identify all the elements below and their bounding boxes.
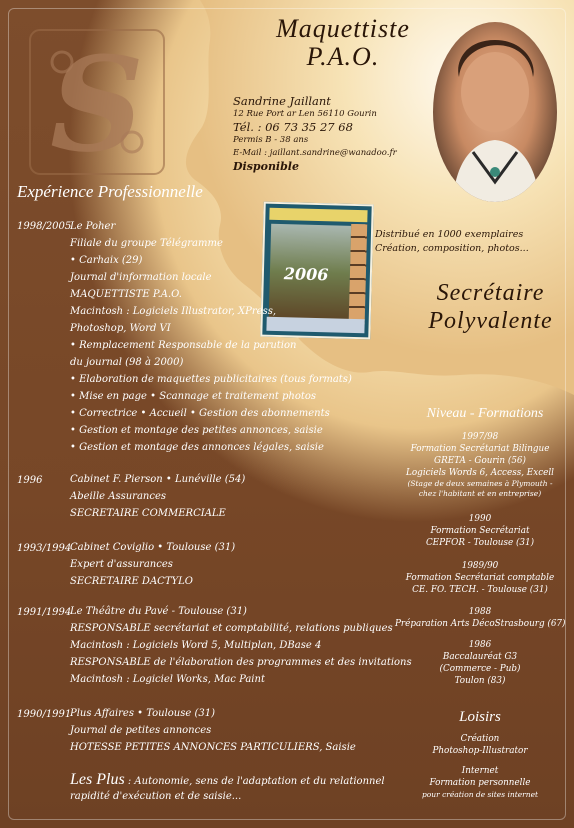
formation-year: 1988 [468, 607, 492, 617]
loisirs-line: Formation personnelle [429, 778, 531, 788]
formation-year: 1986 [468, 640, 492, 650]
exp-line: Le Poher [70, 221, 116, 232]
exp-line: HOTESSE PETITES ANNONCES PARTICULIERS, Saisie [70, 742, 356, 753]
exp-line: • Gestion et montage des petites annonces, saisie [70, 425, 323, 436]
exp-line: SECRETAIRE DACTYLO [70, 576, 193, 587]
formation-line: (Commerce - Pub) [439, 664, 521, 674]
formation-entry [400, 639, 560, 687]
loisirs-spacer [400, 757, 560, 765]
exp-line: Journal d'information locale [70, 272, 212, 283]
exp-line: Abeille Assurances [70, 491, 166, 502]
formation-year: 1997/98 [461, 432, 499, 442]
formation-entry [400, 560, 560, 596]
exp-line: Photoshop, Word VI [70, 323, 171, 334]
formation-note: (Stage de deux semaines à Plymouth - [407, 479, 553, 488]
loisirs-line: pour création de sites internet [421, 790, 539, 799]
plus-line1: : Autonomie, sens de l'adaptation et du relationnel [127, 776, 385, 787]
exp-line: Journal de petites annonces [70, 725, 212, 736]
flyer-year: 2006 [283, 264, 329, 285]
exp-line: Filiale du groupe Télégramme [70, 238, 223, 249]
exp-line: du journal (98 à 2000) [70, 357, 184, 368]
exp-line: Plus Affaires • Toulouse (31) [70, 708, 215, 719]
formation-note: chez l'habitant et en entreprise) [418, 489, 542, 498]
exp-line: RESPONSABLE secrétariat et comptabilité, relations publiques [70, 623, 393, 634]
exp-line: • Mise en page • Scannage et traitement photos [70, 391, 317, 402]
subtitle-line2: Polyvalente [428, 308, 553, 334]
contact-block [233, 95, 397, 173]
contact-name: Sandrine Jaillant [233, 94, 331, 108]
flyer-banner [269, 208, 367, 223]
flyer-caption-line1: Distribué en 1000 exemplaires [375, 229, 524, 240]
subtitle-line1: Secrétaire [436, 280, 545, 306]
formation-line: Logiciels Words 6, Access, Excell [406, 468, 554, 478]
formation-line: CE. FO. TECH. - Toulouse (31) [412, 585, 548, 595]
loisirs-line: Internet [461, 766, 499, 776]
plus-label: Les Plus [70, 771, 125, 788]
formation-line: Préparation Arts DécoStrasbourg (67) [395, 619, 566, 629]
formation-line: CEPFOR - Toulouse (31) [425, 538, 535, 548]
plus-block [70, 772, 385, 804]
contact-email: E-Mail : jaillant.sandrine@wanadoo.fr [233, 148, 397, 158]
job-title-line1: Maquettiste [276, 14, 410, 43]
formation-year: 1989/90 [461, 561, 499, 571]
loisirs-line: Création [460, 734, 500, 744]
exp-year: 1993/1994 [17, 543, 72, 554]
formation-entry [400, 513, 560, 549]
formations-heading: Niveau - Formations [426, 406, 544, 421]
exp-line: Cabinet F. Pierson • Lunéville (54) [70, 474, 246, 485]
contact-availability: Disponible [233, 160, 299, 173]
exp-line: • Carhaix (29) [70, 255, 143, 266]
formation-line: Formation Secrétariat [430, 526, 530, 536]
exp-line: Cabinet Coviglio • Toulouse (31) [70, 542, 236, 553]
formation-line: GRETA - Gourin (56) [434, 456, 526, 466]
contact-address: 12 Rue Port ar Len 56110 Gourin [233, 109, 377, 119]
exp-line: Expert d'assurances [70, 559, 173, 570]
exp-line: • Gestion et montage des annonces légales, saisie [70, 442, 324, 453]
formation-year: 1990 [468, 514, 492, 524]
flyer-caption [375, 228, 529, 256]
exp-year: 1990/1991 [17, 709, 72, 720]
exp-line: • Correctrice • Accueil • Gestion des abonnements [70, 408, 330, 419]
exp-line: • Elaboration de maquettes publicitaires (tous formats) [70, 374, 352, 385]
exp-line: • Remplacement Responsable de la parution [70, 340, 297, 351]
contact-permit: Permis B - 38 ans [233, 135, 309, 145]
exp-line: Macintosh : Logiciel Works, Mac Paint [70, 674, 265, 685]
exp-year: 1991/1994 [17, 607, 72, 618]
exp-year: 1998/2005 [17, 221, 72, 232]
contact-phone: Tél. : 06 73 35 27 68 [233, 120, 353, 134]
flyer-caption-line2: Création, composition, photos... [375, 243, 529, 254]
monogram-s-logo [22, 22, 172, 182]
job-title-line2: P.A.O. [306, 42, 380, 71]
exp-line: RESPONSABLE de l'élaboration des programmes et des invitations [70, 657, 412, 668]
formation-entry [400, 431, 560, 499]
exp-line: Le Théâtre du Pavé - Toulouse (31) [70, 606, 247, 617]
portrait-photo [433, 22, 557, 202]
experience-heading: Expérience Professionnelle [17, 182, 203, 201]
flyer-side-strip [349, 224, 368, 324]
loisirs-list [400, 733, 560, 801]
exp-line: SECRETAIRE COMMERCIALE [70, 508, 226, 519]
exp-line: MAQUETTISTE P.A.O. [70, 289, 182, 300]
loisirs-line: Photoshop-Illustrator [432, 746, 528, 756]
exp-year: 1996 [17, 475, 43, 486]
formation-line: Formation Secrétariat Bilingue [410, 444, 550, 454]
formation-entry [395, 606, 565, 630]
formation-line: Baccalauréat G3 [442, 652, 518, 662]
newspaper-flyer-image [260, 202, 373, 340]
svg-text:S: S [50, 28, 144, 181]
flyer-footer [266, 317, 364, 334]
plus-line2: rapidité d'exécution et de saisie... [70, 791, 242, 802]
exp-line: Macintosh : Logiciels Word 5, Multiplan, DBase 4 [70, 640, 322, 651]
formation-line: Formation Secrétariat comptable [405, 573, 555, 583]
loisirs-heading: Loisirs [459, 709, 501, 725]
formation-line: Toulon (83) [454, 676, 506, 686]
exp-line: Macintosh : Logiciels Illustrator, XPress, [70, 306, 277, 317]
